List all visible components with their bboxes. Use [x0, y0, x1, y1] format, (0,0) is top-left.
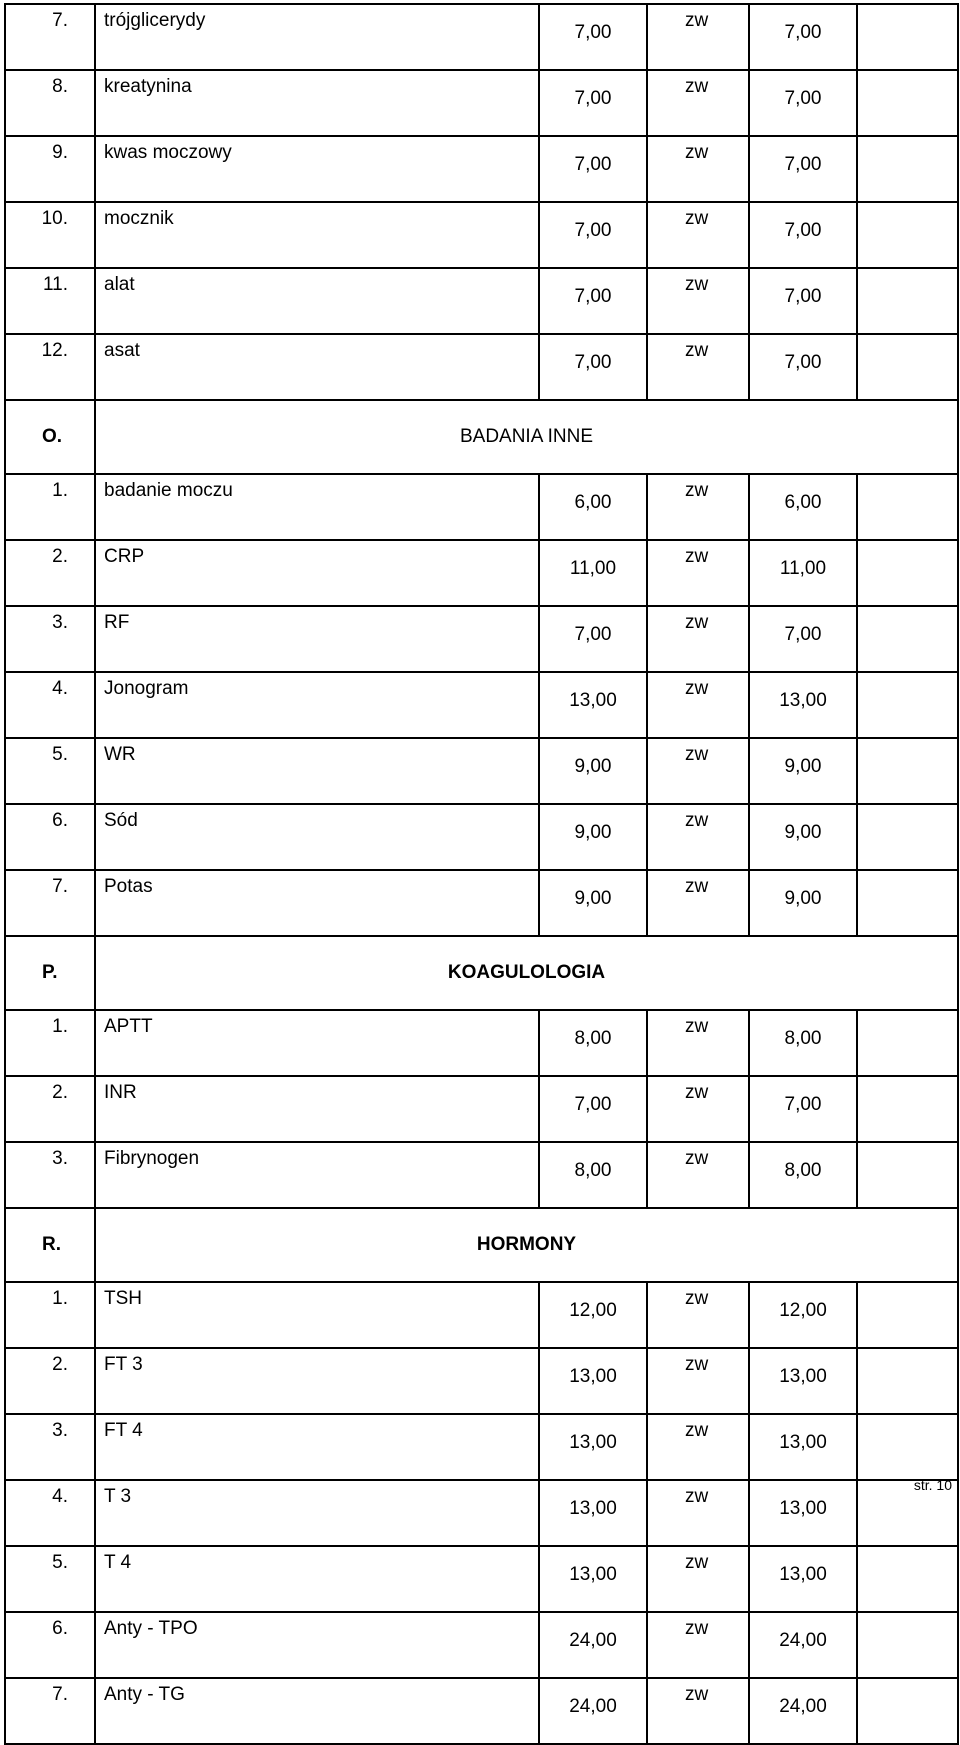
row-number-cell: 6. [5, 1612, 95, 1678]
row-number-cell: 1. [5, 1282, 95, 1348]
test-name-cell: kreatynina [95, 70, 539, 136]
net-price-cell: 12,00 [539, 1282, 647, 1348]
gross-price-cell: 7,00 [749, 1076, 857, 1142]
net-price-cell: 13,00 [539, 1480, 647, 1546]
net-price-cell: 13,00 [539, 1348, 647, 1414]
test-name-cell: Fibrynogen [95, 1142, 539, 1208]
table-row [5, 136, 958, 202]
test-name-cell: FT 3 [95, 1348, 539, 1414]
test-name-cell: mocznik [95, 202, 539, 268]
empty-cell [857, 1678, 958, 1744]
table-row [5, 1076, 958, 1142]
test-name-cell: Anty - TG [95, 1678, 539, 1744]
empty-cell [857, 136, 958, 202]
table-row [5, 334, 958, 400]
row-number-cell: 7. [5, 1678, 95, 1744]
row-number-cell: 5. [5, 738, 95, 804]
test-name-cell: asat [95, 334, 539, 400]
vat-rate-cell: zw [647, 540, 749, 606]
net-price-cell: 7,00 [539, 202, 647, 268]
row-number-cell: 2. [5, 540, 95, 606]
gross-price-cell: 6,00 [749, 474, 857, 540]
row-number-cell: 12. [5, 334, 95, 400]
section-letter: R. [5, 1208, 95, 1282]
vat-rate-cell: zw [647, 606, 749, 672]
empty-cell [857, 1546, 958, 1612]
net-price-cell: 8,00 [539, 1010, 647, 1076]
row-number-cell: 1. [5, 1010, 95, 1076]
gross-price-cell: 7,00 [749, 202, 857, 268]
test-name-cell: Potas [95, 870, 539, 936]
gross-price-cell: 7,00 [749, 606, 857, 672]
row-number-cell: 11. [5, 268, 95, 334]
vat-rate-cell: zw [647, 1348, 749, 1414]
table-row [5, 1142, 958, 1208]
vat-rate-cell: zw [647, 804, 749, 870]
table-row [5, 1678, 958, 1744]
table-row [5, 474, 958, 540]
test-name-cell: RF [95, 606, 539, 672]
gross-price-cell: 7,00 [749, 268, 857, 334]
vat-rate-cell: zw [647, 1076, 749, 1142]
net-price-cell: 7,00 [539, 70, 647, 136]
gross-price-cell: 7,00 [749, 4, 857, 70]
net-price-cell: 9,00 [539, 804, 647, 870]
test-name-cell: INR [95, 1076, 539, 1142]
section-letter: O. [5, 400, 95, 474]
vat-rate-cell: zw [647, 1480, 749, 1546]
empty-cell [857, 672, 958, 738]
net-price-cell: 7,00 [539, 268, 647, 334]
test-name-cell: trójglicerydy [95, 4, 539, 70]
gross-price-cell: 8,00 [749, 1142, 857, 1208]
table-row [5, 1414, 958, 1480]
price-list-document [4, 3, 957, 1745]
net-price-cell: 24,00 [539, 1678, 647, 1744]
row-number-cell: 9. [5, 136, 95, 202]
gross-price-cell: 13,00 [749, 1414, 857, 1480]
test-name-cell: Jonogram [95, 672, 539, 738]
table-row [5, 1348, 958, 1414]
empty-cell [857, 738, 958, 804]
row-number-cell: 7. [5, 4, 95, 70]
gross-price-cell: 9,00 [749, 804, 857, 870]
test-name-cell: alat [95, 268, 539, 334]
gross-price-cell: 24,00 [749, 1678, 857, 1744]
table-row [5, 606, 958, 672]
table-row [5, 1282, 958, 1348]
empty-cell [857, 474, 958, 540]
vat-rate-cell: zw [647, 70, 749, 136]
vat-rate-cell: zw [647, 4, 749, 70]
gross-price-cell: 12,00 [749, 1282, 857, 1348]
net-price-cell: 7,00 [539, 4, 647, 70]
empty-cell [857, 540, 958, 606]
net-price-cell: 7,00 [539, 334, 647, 400]
test-name-cell: badanie moczu [95, 474, 539, 540]
vat-rate-cell: zw [647, 334, 749, 400]
empty-cell [857, 334, 958, 400]
section-title: BADANIA INNE [95, 400, 958, 474]
empty-cell [857, 804, 958, 870]
empty-cell [857, 268, 958, 334]
gross-price-cell: 13,00 [749, 1546, 857, 1612]
gross-price-cell: 7,00 [749, 70, 857, 136]
test-name-cell: FT 4 [95, 1414, 539, 1480]
row-number-cell: 3. [5, 1142, 95, 1208]
empty-cell [857, 202, 958, 268]
net-price-cell: 9,00 [539, 870, 647, 936]
section-header-row [5, 400, 958, 474]
vat-rate-cell: zw [647, 1414, 749, 1480]
net-price-cell: 7,00 [539, 136, 647, 202]
table-row [5, 1612, 958, 1678]
vat-rate-cell: zw [647, 672, 749, 738]
gross-price-cell: 7,00 [749, 334, 857, 400]
table-row [5, 1480, 958, 1546]
net-price-cell: 8,00 [539, 1142, 647, 1208]
price-table-body [5, 4, 958, 1744]
vat-rate-cell: zw [647, 268, 749, 334]
row-number-cell: 4. [5, 672, 95, 738]
vat-rate-cell: zw [647, 1612, 749, 1678]
vat-rate-cell: zw [647, 474, 749, 540]
section-title: KOAGULOLOGIA [95, 936, 958, 1010]
table-row [5, 540, 958, 606]
test-name-cell: WR [95, 738, 539, 804]
row-number-cell: 1. [5, 474, 95, 540]
net-price-cell: 13,00 [539, 672, 647, 738]
vat-rate-cell: zw [647, 136, 749, 202]
row-number-cell: 3. [5, 606, 95, 672]
table-row [5, 672, 958, 738]
empty-cell [857, 1414, 958, 1480]
table-row [5, 870, 958, 936]
empty-cell [857, 1010, 958, 1076]
test-name-cell: T 4 [95, 1546, 539, 1612]
vat-rate-cell: zw [647, 1678, 749, 1744]
table-row [5, 738, 958, 804]
table-row [5, 1546, 958, 1612]
empty-cell [857, 870, 958, 936]
gross-price-cell: 7,00 [749, 136, 857, 202]
gross-price-cell: 13,00 [749, 1480, 857, 1546]
section-header-row [5, 1208, 958, 1282]
gross-price-cell: 24,00 [749, 1612, 857, 1678]
row-number-cell: 5. [5, 1546, 95, 1612]
empty-cell [857, 70, 958, 136]
net-price-cell: 13,00 [539, 1546, 647, 1612]
vat-rate-cell: zw [647, 1546, 749, 1612]
row-number-cell: 2. [5, 1348, 95, 1414]
empty-cell [857, 1076, 958, 1142]
section-letter: P. [5, 936, 95, 1010]
row-number-cell: 4. [5, 1480, 95, 1546]
row-number-cell: 6. [5, 804, 95, 870]
test-name-cell: Sód [95, 804, 539, 870]
net-price-cell: 7,00 [539, 606, 647, 672]
test-name-cell: TSH [95, 1282, 539, 1348]
empty-cell [857, 1612, 958, 1678]
vat-rate-cell: zw [647, 1282, 749, 1348]
gross-price-cell: 11,00 [749, 540, 857, 606]
vat-rate-cell: zw [647, 738, 749, 804]
net-price-cell: 11,00 [539, 540, 647, 606]
gross-price-cell: 8,00 [749, 1010, 857, 1076]
section-header-row [5, 936, 958, 1010]
page-number: str. 10 [913, 1477, 952, 1493]
vat-rate-cell: zw [647, 1010, 749, 1076]
empty-cell [857, 606, 958, 672]
vat-rate-cell: zw [647, 870, 749, 936]
empty-cell [857, 1142, 958, 1208]
gross-price-cell: 9,00 [749, 738, 857, 804]
net-price-cell: 6,00 [539, 474, 647, 540]
section-title: HORMONY [95, 1208, 958, 1282]
empty-cell [857, 1348, 958, 1414]
test-name-cell: CRP [95, 540, 539, 606]
net-price-cell: 7,00 [539, 1076, 647, 1142]
net-price-cell: 13,00 [539, 1414, 647, 1480]
vat-rate-cell: zw [647, 1142, 749, 1208]
empty-cell [857, 1282, 958, 1348]
empty-cell [857, 4, 958, 70]
test-name-cell: Anty - TPO [95, 1612, 539, 1678]
net-price-cell: 24,00 [539, 1612, 647, 1678]
table-row [5, 70, 958, 136]
table-row [5, 202, 958, 268]
gross-price-cell: 9,00 [749, 870, 857, 936]
gross-price-cell: 13,00 [749, 672, 857, 738]
table-row [5, 4, 958, 70]
table-row [5, 1010, 958, 1076]
table-row [5, 804, 958, 870]
row-number-cell: 3. [5, 1414, 95, 1480]
test-name-cell: APTT [95, 1010, 539, 1076]
row-number-cell: 2. [5, 1076, 95, 1142]
row-number-cell: 7. [5, 870, 95, 936]
net-price-cell: 9,00 [539, 738, 647, 804]
row-number-cell: 8. [5, 70, 95, 136]
vat-rate-cell: zw [647, 202, 749, 268]
row-number-cell: 10. [5, 202, 95, 268]
test-name-cell: kwas moczowy [95, 136, 539, 202]
table-row [5, 268, 958, 334]
test-name-cell: T 3 [95, 1480, 539, 1546]
gross-price-cell: 13,00 [749, 1348, 857, 1414]
price-table [4, 3, 959, 1745]
